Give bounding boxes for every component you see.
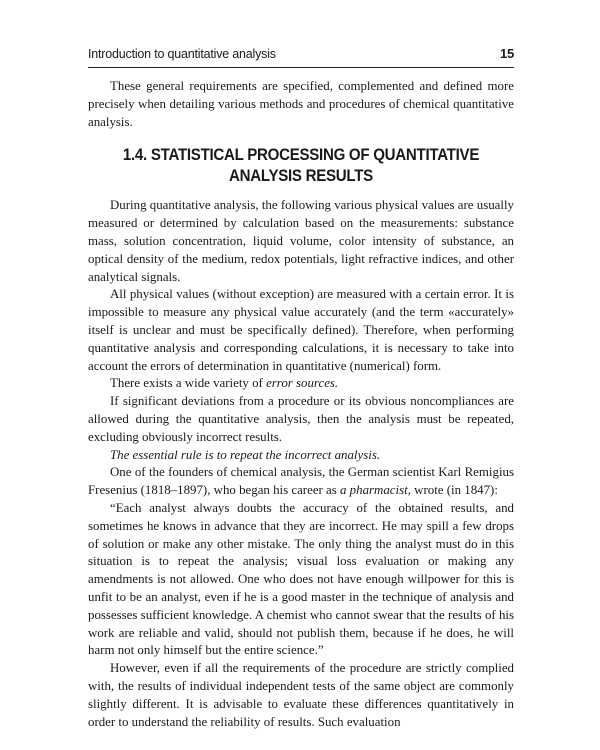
paragraph-measurement-error: All physical values (without exception) are measured with a certain error. It is impossible to measure any physical value accurately (and the term «accurately» itself is unclear and must be specifically defined). Therefore, when performing quantitative analysis and corresponding calculations, it is necessary to take into account the errors of determination in quantitative (numerical) form. [88,287,514,373]
section-heading-line-2: ANALYSIS RESULTS [229,167,373,186]
paragraph-essential-rule [88,447,514,465]
intro-paragraph: These general requirements are specified, complemented and defined more precisely when detailing various methods and procedures of chemical quantitative analysis. [88,79,514,129]
essential-rule-emphasis: The essential rule is to repeat the incorrect analysis. [110,447,381,462]
running-title: Introduction to quantitative analysis [88,47,276,61]
section-heading [105,145,497,187]
section-heading-line-1: 1.4. STATISTICAL PROCESSING OF QUANTITATIVE [122,146,480,165]
fresenius-text-end: , wrote (in 1847): [407,483,498,498]
paragraph-deviations: If significant deviations from a procedure or its obvious noncompliances are allowed during the quantitative analysis, then the analysis must be repeated, excluding obviously incorrect results. [88,394,514,444]
page-number: 15 [499,46,514,61]
fresenius-quote: “Each analyst always doubts the accuracy of the obtained results, and sometimes he knows in advance that they are incorrect. He may spill a few drops of solution or make any other mistake. The only thing the analyst must do in this situation is to repeat the analysis; visual loss evaluation or making any amendments is not allowed. One who does not have enough willpower for this is unfit to be an analyst, even if he is a good master in the technique of analysis and possesses sufficient knowledge. A chemist who cannot swear that the results of his work are reliable and valid, should not publish them, because if he does, he will harm not only himself but the entire science.” [88,500,514,658]
paragraph-fresenius [88,464,514,500]
paragraph-error-sources [88,375,514,393]
fresenius-text-start: One of the founders of chemical analysis, the German scientist Karl Remigius Fresenius (1818–1897), who began his career as [88,465,514,498]
paragraph-measured-values: During quantitative analysis, the following various physical values are usually measured or determined by calculation based on the measurements: substance mass, solution concentration, liquid volume, color intensity of substance, an optical density of the medium, redox potentials, light refractive indices, and other analytical signals. [88,198,514,284]
running-header [88,43,514,68]
error-sources-emphasis: error sources. [266,376,339,391]
page-body [88,78,514,731]
error-sources-text: There exists a wide variety of [110,376,267,391]
paragraph-result-differences: However, even if all the requirements of the procedure are strictly complied with, the results of individual independent tests of the same object are commonly slightly different. It is advisable to evaluate these differences quantitatively in order to understand the reliability of results. Such evaluation [88,661,514,729]
pharmacist-emphasis: a pharmacist [340,483,408,498]
